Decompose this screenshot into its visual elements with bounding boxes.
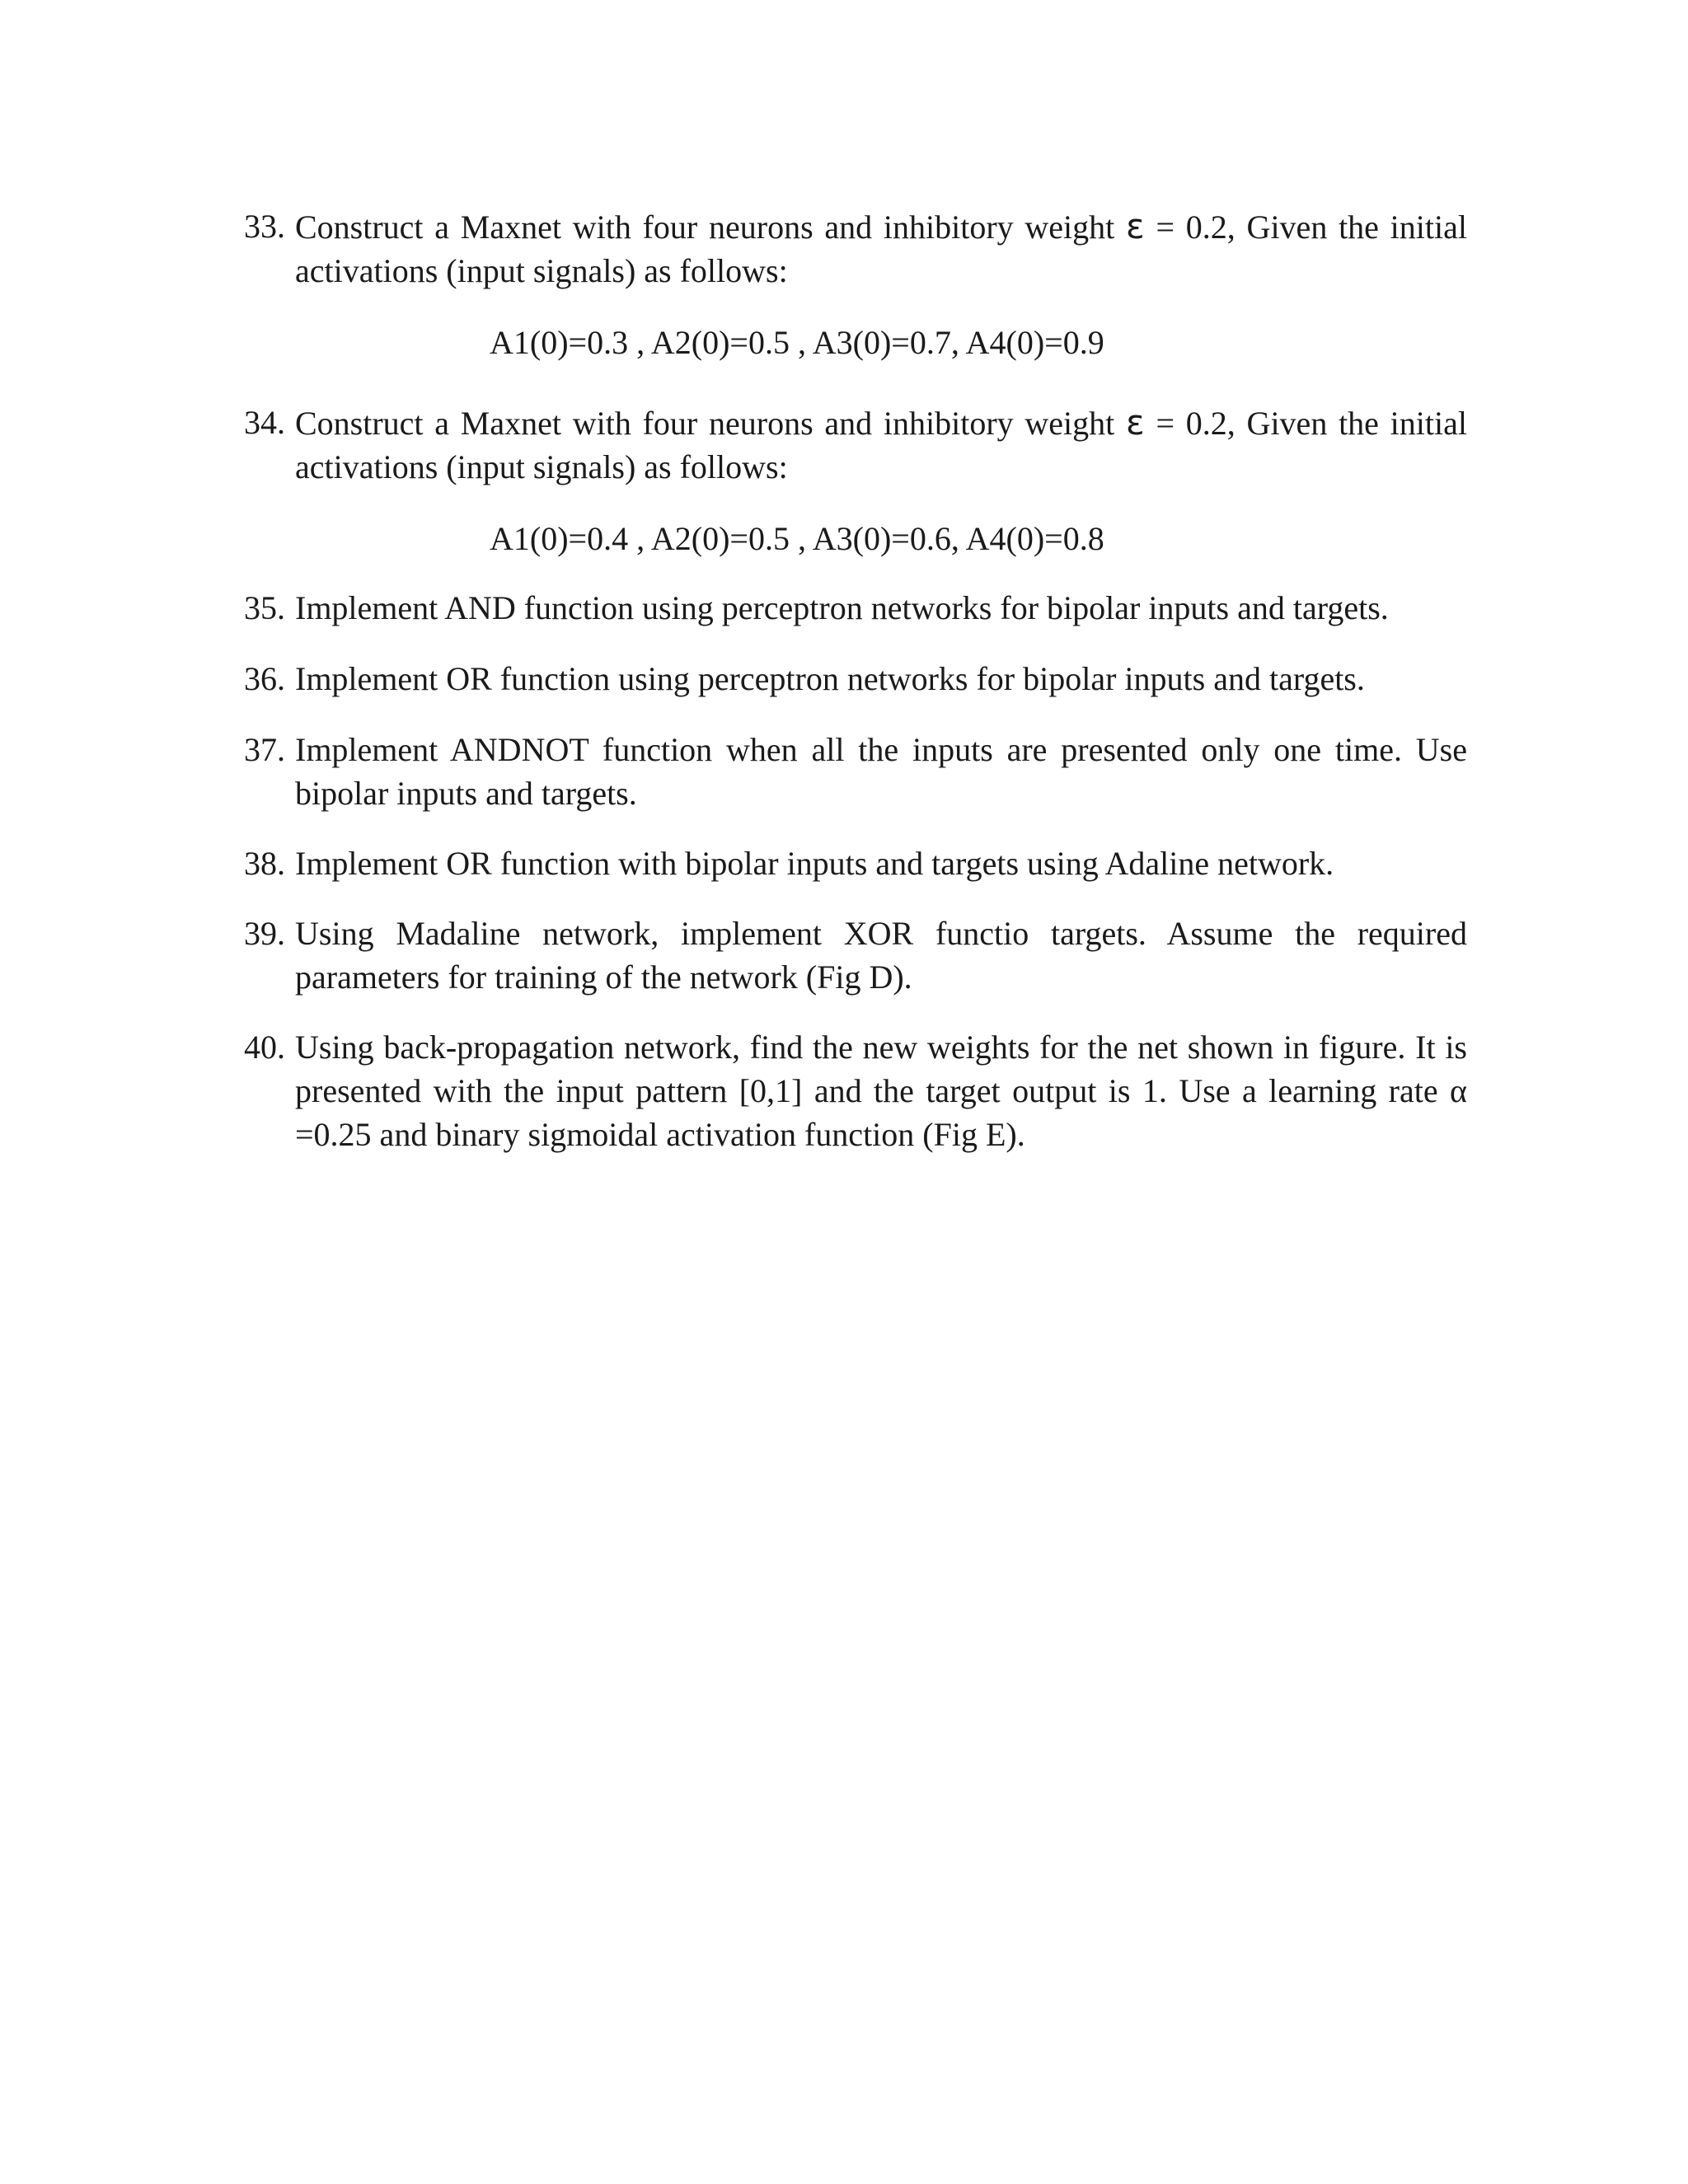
question-text [295,401,1467,489]
initial-activations-equation: A1(0)=0.3 , A2(0)=0.5 , A3(0)=0.7, A4(0)=0.9 [490,324,1104,361]
question-number: 33. [244,208,285,245]
question-36 [244,657,1467,701]
question-text: Implement AND function using perceptron networks for bipolar inputs and targets. [295,589,1389,626]
question-37 [244,728,1467,815]
question-number: 40. [244,1029,285,1066]
question-text-start: Construct a Maxnet with four neurons and inhibitory weight [295,405,1127,442]
question-40 [244,1025,1467,1156]
question-text: Using Madaline network, implement XOR functio targets. Assume the required parameters for training of the network (Fig D). [295,915,1467,996]
question-number: 34. [244,404,285,441]
initial-activations-equation: A1(0)=0.4 , A2(0)=0.5 , A3(0)=0.6, A4(0)=0.8 [490,520,1104,557]
question-text: Implement ANDNOT function when all the inputs are presented only one time. Use bipolar inputs and targets. [295,731,1467,812]
question-text [295,204,1467,293]
question-number: 39. [244,915,285,952]
question-38 [244,841,1467,885]
question-number: 35. [244,589,285,626]
question-text: Implement OR function with bipolar inputs and targets using Adaline network. [295,845,1334,882]
question-text: Using back-propagation network, find the new weights for the net shown in figure. It is presented with the input pattern [0,1] and the target output is 1. Use a learning rate α =0.25 and binary sigmoidal activation function (Fig E). [295,1029,1467,1153]
question-39 [244,912,1467,999]
question-number: 36. [244,660,285,697]
question-number: 38. [244,845,285,882]
question-text-end: = 0.2, Given the initial activations (input signals) as follows: [295,405,1468,485]
question-number: 37. [244,731,285,768]
question-text: Implement OR function using perceptron networks for bipolar inputs and targets. [295,660,1365,697]
question-text-end: = 0.2, Given the initial activations (input signals) as follows: [295,209,1468,289]
epsilon-symbol: ε [1126,206,1145,246]
question-34 [244,401,1467,489]
question-text-start: Construct a Maxnet with four neurons and inhibitory weight [295,209,1127,246]
epsilon-symbol: ε [1126,402,1145,443]
question-33 [244,204,1467,293]
question-35 [244,586,1467,630]
